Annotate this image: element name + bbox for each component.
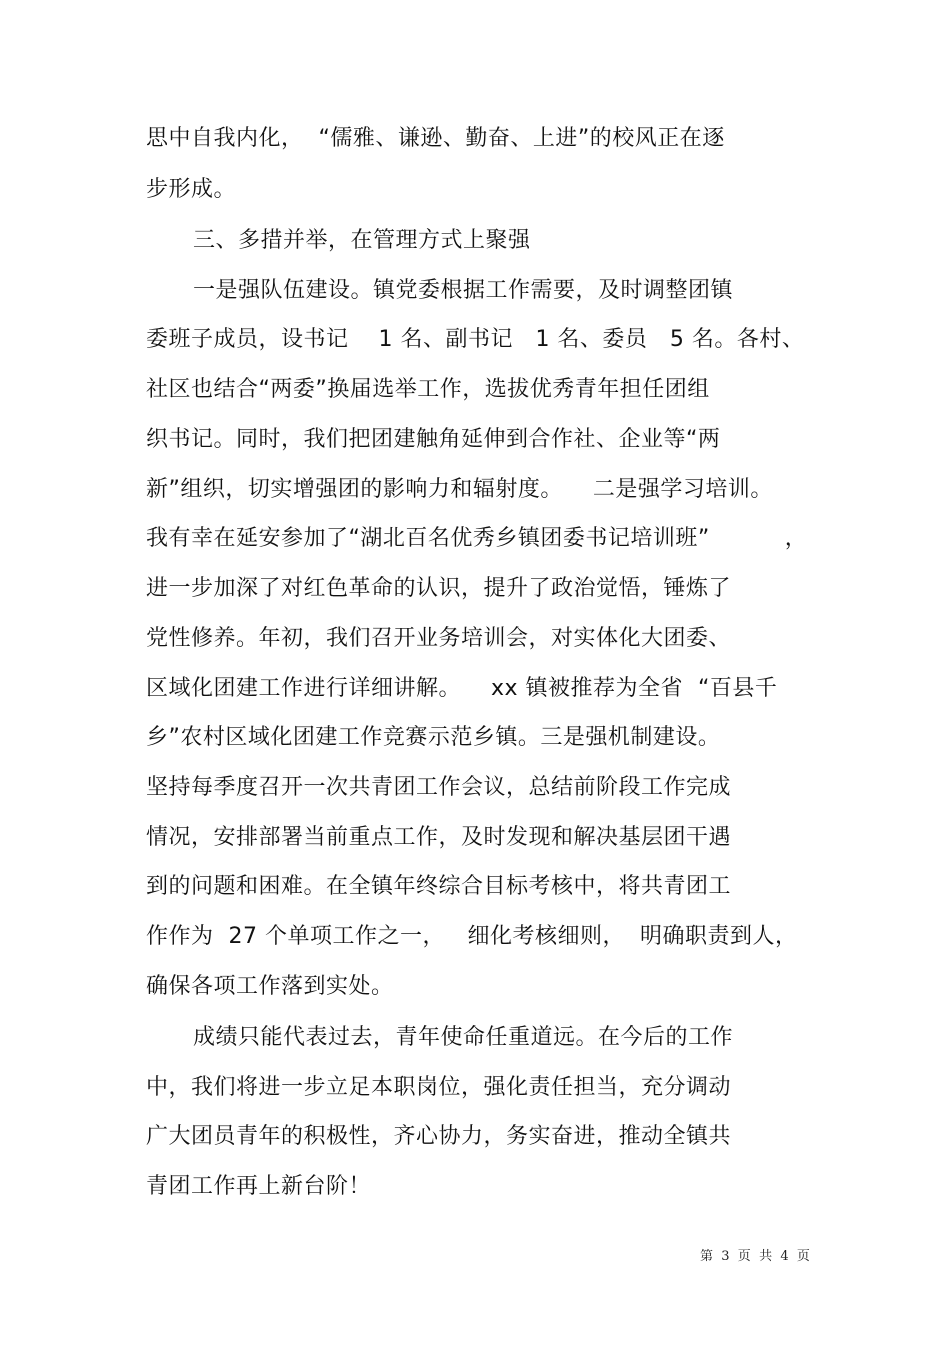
text-line: 委班子成员，设书记 1 名、副书记 1 名、委员 5 名。各村、	[146, 327, 805, 352]
text-line: 一是强队伍建设。镇党委根据工作需要，及时调整团镇	[193, 278, 734, 303]
text-line: 新”组织，切实增强团的影响力和辐射度。 二是强学习培训。	[146, 477, 773, 502]
text-line: 到的问题和困难。在全镇年终综合目标考核中，将共青团工	[146, 874, 732, 899]
text-line: 区域化团建工作进行详细讲解。 xx 镇被推荐为全省 “百县千	[146, 676, 778, 701]
text-line: 进一步加深了对红色革命的认识，提升了政治觉悟，锤炼了	[146, 576, 732, 601]
page-number-footer: 第 3 页 共 4 页	[700, 1249, 810, 1264]
text-line: 广大团员青年的积极性，齐心协力，务实奋进，推动全镇共	[146, 1124, 732, 1149]
text-line: 织书记。同时，我们把团建触角延伸到合作社、企业等“两	[146, 427, 721, 452]
text-line: 成绩只能代表过去，青年使命任重道远。在今后的工作	[193, 1025, 734, 1050]
text-line: 步形成。	[146, 177, 237, 202]
text-line: 乡”农村区域化团建工作竞赛示范乡镇。三是强机制建设。	[146, 725, 721, 750]
text-line: 思中自我内化， “儒雅、谦逊、勤奋、上进”的校风正在逐	[146, 126, 725, 151]
text-line: 中，我们将进一步立足本职岗位，强化责任担当，充分调动	[146, 1075, 732, 1100]
text-line: 党性修养。年初，我们召开业务培训会，对实体化大团委、	[146, 626, 732, 651]
section-heading: 三、多措并举，在管理方式上聚强	[193, 228, 531, 253]
text-line: 坚持每季度召开一次共青团工作会议，总结前阶段工作完成	[146, 775, 732, 800]
text-line: 我有幸在延安参加了“湖北百名优秀乡镇团委书记培训班” ，	[146, 526, 808, 551]
text-line: 社区也结合“两委”换届选举工作，选拔优秀青年担任团组	[146, 377, 710, 402]
text-line: 青团工作再上新台阶！	[146, 1174, 372, 1199]
text-line: 确保各项工作落到实处。	[146, 974, 394, 999]
text-line: 作作为 27 个单项工作之一， 细化考核细则， 明确职责到人，	[146, 924, 798, 949]
text-line: 情况，安排部署当前重点工作，及时发现和解决基层团干遇	[146, 825, 732, 850]
